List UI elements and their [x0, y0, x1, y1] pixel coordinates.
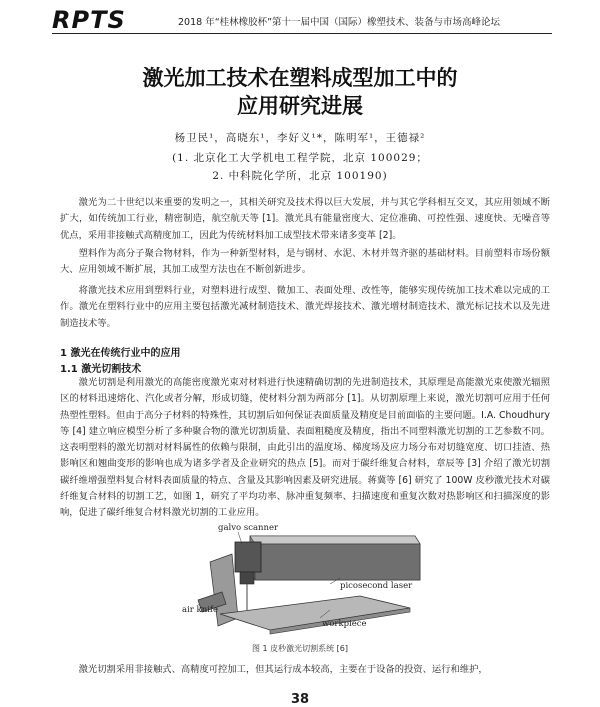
- paragraph-laser-cutting: [60, 375, 550, 522]
- label-galvo-scanner: galvo scanner: [218, 523, 279, 533]
- conference-title: 2018 年“桂林橡胶杯”第十一届中国（国际）橡塑技术、装备与市场高峰论坛: [178, 17, 501, 28]
- paragraph-text: 激光切割是利用激光的高能密度激光束对材料进行快速精确切割的先进制造技术，其原理是高能激光束使激光辐照区的材料迅速熔化、汽化或者分解，形成切缝，使材料分割为两部分 [1]。从切割原理上来说，激光切割可应用于任何热塑性塑料。但由于高分子材料的特殊性，其切割后如何保证表面质量及精度是目前面临的主要问题。I.A. Choudhury 等 [4] 建立响应模型分析了多种聚合物的激光切割质量、表面粗糙度及精度，指出不同塑料激光切割的工艺参数不同。这表明塑料的激光切割对材料属性的依赖与限制，由此引出的温度场、梯度场及应力场分布对切缝宽度、切口挂渣、热影响区和翘曲变形的影响也成为诸多学者及企业研究的热点 [5]。而对于碳纤维复合材料，章辰等 [3] 介绍了激光切割碳纤维增强塑料复合材料表面质量的特点、含量及其影响因素及研究进展。蒋冀等 [6] 研究了 100W 皮秒激光技术对碳纤维复合材料的切割工艺，如图 1，研究了平均功率、脉冲重复频率、扫描速度和重复次数对热影响区和扫描深度的影响，促进了碳纤维复合材料激光切割的工业应用。: [60, 377, 550, 519]
- label-workpiece: workpiece: [322, 619, 367, 629]
- paragraph-intro-1: [60, 195, 550, 244]
- authors: 杨卫民¹，高晓东¹，李好义¹*，陈明军¹，王德禄²: [174, 132, 426, 144]
- section-heading-1: 1 激光在传统行业中的应用: [60, 348, 181, 359]
- paragraph-cutting-cost: [60, 662, 550, 678]
- page-header: [0, 0, 600, 34]
- section-heading-1-1: 1.1 激光切割技术: [60, 364, 142, 375]
- paragraph-text: 将激光技术应用到塑料行业，对塑料进行成型、微加工、表面处理、改性等，能够实现传统加工技术难以完成的工作。激光在塑料行业中的应用主要包括激光减材制造技术、激光焊接技术、激光增材制造技术、激光标记技术以及先进制造技术等。: [60, 285, 550, 329]
- paragraph-text: 塑料作为高分子聚合物材料，作为一种新型材料，是与钢材、水泥、木材并驾齐驱的基础材料。目前塑料市场份额大、应用领域不断扩展，其加工成型方法也在不断创新进步。: [60, 248, 550, 276]
- affiliation-1: (1. 北京化工大学机电工程学院，北京 100029；: [172, 152, 428, 164]
- header-rule: [52, 33, 552, 34]
- label-air-knife: air knife: [182, 605, 219, 615]
- label-picosecond-laser: picosecond laser: [340, 581, 413, 591]
- affiliation-2: 2. 中科院化学所，北京 100190): [212, 170, 388, 182]
- paper-title-line2: 应用研究进展: [237, 94, 363, 118]
- figure-illustration: [180, 522, 425, 640]
- paragraph-intro-2: [60, 246, 550, 279]
- figure-caption: 图 1 皮秒激光切割系统 [6]: [251, 644, 349, 653]
- paragraph-text: 激光为二十世纪以来重要的发明之一，其相关研究及技术得以巨大发展，并与其它学科相互交叉，其应用领域不断扩大，如传统加工行业，精密制造，航空航天等 [1]。激光具有能量密度大、定位准确、可控性强、速度快、无噪音等优点，采用非接触式高精度加工，因此为传统材料加工成型技术带来诸多变革 [2]。: [60, 197, 550, 241]
- rpts-logo: RPTS: [52, 6, 126, 34]
- page-number: 38: [290, 692, 310, 707]
- figure-1-laser-cutting-system: [180, 522, 425, 640]
- paragraph-text: 激光切割采用非接触式、高精度可控加工，但其运行成本较高，主要在于设备的投资、运行和维护，: [78, 664, 488, 675]
- paper-title-line1: 激光加工技术在塑料成型加工中的: [142, 66, 458, 90]
- paragraph-intro-3: [60, 283, 550, 332]
